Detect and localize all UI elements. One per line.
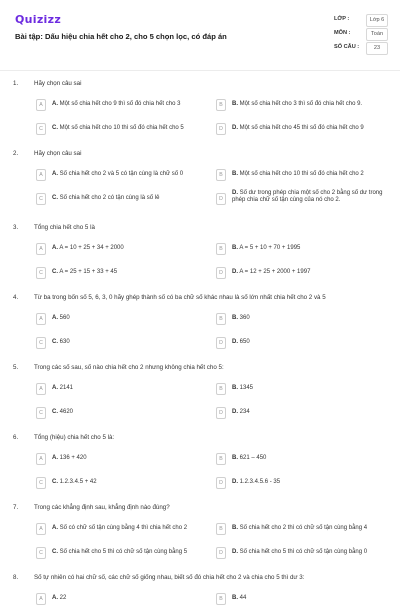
- option-body: 1.2.3.4.5.6 - 35: [239, 479, 281, 485]
- question-text: Từ ba trong bốn số 5, 6, 3, 0 hãy ghép thành số có ba chữ số khác nhau là số lớn nhất chia hết cho 2 và 5: [34, 294, 326, 301]
- option-prefix: B.: [232, 315, 238, 321]
- question-number: 3.: [13, 224, 19, 231]
- option-prefix: A.: [52, 101, 58, 107]
- option-text: [232, 339, 250, 345]
- option-text: [52, 549, 187, 555]
- option-prefix: D.: [232, 269, 238, 275]
- option-letter-box[interactable]: B: [216, 383, 226, 395]
- option-letter-box[interactable]: B: [216, 99, 226, 111]
- question-number: 1.: [13, 80, 19, 87]
- option-body: Số chia hết cho 5 thì có chữ số tận cùng bằng 0: [239, 549, 368, 555]
- option-body: 1345: [239, 385, 254, 391]
- option-body: A = 25 + 15 + 33 + 45: [59, 269, 118, 275]
- header-divider: [0, 70, 400, 71]
- option-body: 1.2.3.4.5 + 42: [59, 479, 97, 485]
- option-text: [52, 315, 70, 321]
- option-text: [232, 245, 300, 251]
- option-prefix: A.: [52, 595, 58, 601]
- meta-row-subject: [330, 27, 390, 41]
- option-prefix: B.: [232, 245, 238, 251]
- question-text: Trong các số sau, số nào chia hết cho 2 nhưng không chia hết cho 5:: [34, 364, 224, 371]
- option-text: [52, 595, 66, 601]
- question-text: Hãy chọn câu sai: [34, 80, 82, 87]
- option-text: [232, 315, 250, 321]
- option-text: [232, 595, 246, 601]
- option-prefix: C.: [52, 339, 58, 345]
- meta-value: Toán: [366, 28, 388, 41]
- option-prefix: B.: [232, 101, 238, 107]
- question-number: 7.: [13, 504, 19, 511]
- option-text: [232, 385, 253, 391]
- question-text: Tổng chia hết cho 5 là: [34, 224, 95, 231]
- option-text: [232, 479, 280, 485]
- option-text: [52, 479, 97, 485]
- option-letter-box[interactable]: B: [216, 523, 226, 535]
- option-prefix: D.: [232, 549, 238, 555]
- worksheet-header: [0, 0, 400, 70]
- option-text: [232, 269, 310, 275]
- option-prefix: C.: [52, 549, 58, 555]
- option-body: 234: [239, 409, 250, 415]
- question-number: 2.: [13, 150, 19, 157]
- option-body: Số chia hết cho 2 thì có chữ số tận cùng bằng 4: [239, 525, 368, 531]
- option-body: 630: [59, 339, 70, 345]
- option-body: A = 10 + 25 + 34 + 2000: [59, 245, 124, 251]
- option-letter-box[interactable]: A: [36, 593, 46, 605]
- option-body: Một số chia hết cho 45 thì số đó chia hết cho 9: [239, 125, 364, 131]
- option-letter-box[interactable]: C: [36, 123, 46, 135]
- option-letter-box[interactable]: B: [216, 313, 226, 325]
- option-body: Số có chữ số tận cùng bằng 4 thì chia hết cho 2: [59, 525, 188, 531]
- option-letter-box[interactable]: D: [216, 123, 226, 135]
- option-letter-box[interactable]: D: [216, 477, 226, 489]
- option-body: 650: [239, 339, 250, 345]
- question-number: 6.: [13, 434, 19, 441]
- meta-label: LỚP :: [334, 16, 350, 22]
- option-letter-box[interactable]: C: [36, 337, 46, 349]
- option-letter-box[interactable]: B: [216, 169, 226, 181]
- option-text: [52, 125, 184, 131]
- option-body: 560: [59, 315, 70, 321]
- option-letter-box[interactable]: C: [36, 193, 46, 205]
- option-text: [232, 125, 364, 131]
- meta-value: Lớp 6: [366, 14, 388, 27]
- option-body: Số chia hết cho 5 thì có chữ số tận cùng bằng 5: [59, 549, 188, 555]
- question-number: 8.: [13, 574, 19, 581]
- question-number: 5.: [13, 364, 19, 371]
- question-number: 4.: [13, 294, 19, 301]
- option-prefix: C.: [52, 409, 58, 415]
- option-text: [232, 190, 397, 205]
- option-text: [232, 455, 266, 461]
- option-body: 621 – 450: [239, 455, 267, 461]
- meta-value: 23: [366, 42, 388, 55]
- option-prefix: C.: [52, 125, 58, 131]
- question-text: Tổng (hiệu) chia hết cho 5 là:: [34, 434, 115, 441]
- option-text: [232, 101, 362, 107]
- option-prefix: B.: [232, 595, 238, 601]
- option-prefix: A.: [52, 525, 58, 531]
- option-body: Số chia hết cho 2 và 5 có tận cùng là chữ số 0: [59, 171, 184, 177]
- option-letter-box[interactable]: B: [216, 453, 226, 465]
- option-prefix: A.: [52, 455, 58, 461]
- option-text: [52, 101, 180, 107]
- option-prefix: C.: [52, 479, 58, 485]
- option-body: A = 5 + 10 + 70 + 1995: [239, 245, 301, 251]
- option-text: [232, 525, 367, 531]
- option-text: [52, 195, 159, 201]
- question-text: Trong các khẳng định sau, khẳng định nào đúng?: [34, 504, 170, 511]
- option-prefix: D.: [232, 339, 238, 345]
- option-letter-box[interactable]: C: [36, 407, 46, 419]
- option-prefix: D.: [232, 479, 238, 485]
- option-body: 136 + 420: [59, 455, 87, 461]
- option-body: Số chia hết cho 2 có tận cùng là số lẻ: [59, 195, 160, 201]
- option-body: A = 12 + 25 + 2000 + 1997: [239, 269, 311, 275]
- option-text: [52, 171, 183, 177]
- meta-row-class: [330, 13, 390, 27]
- option-letter-box[interactable]: B: [216, 243, 226, 255]
- option-letter-box[interactable]: A: [36, 313, 46, 325]
- worksheet-title: Bài tập: Dấu hiệu chia hết cho 2, cho 5 chọn lọc, có đáp án: [15, 32, 227, 41]
- option-letter-box[interactable]: C: [36, 547, 46, 559]
- option-text: [232, 171, 364, 177]
- question-text: Số tự nhiên có hai chữ số, các chữ số giống nhau, biết số đó chia hết cho 2 và chia cho 5 thì dư 3:: [34, 574, 305, 581]
- option-text: [52, 525, 187, 531]
- option-prefix: A.: [52, 171, 58, 177]
- option-text: [52, 385, 73, 391]
- option-prefix: D.: [232, 190, 238, 196]
- option-text: [232, 409, 250, 415]
- option-prefix: C.: [52, 269, 58, 275]
- option-prefix: A.: [52, 385, 58, 391]
- option-body: Một số chia hết cho 3 thì số đó chia hết cho 9.: [239, 101, 363, 107]
- option-letter-box[interactable]: D: [216, 193, 226, 205]
- meta-label: SỐ CÂU :: [334, 44, 360, 50]
- option-letter-box[interactable]: D: [216, 547, 226, 559]
- option-letter-box[interactable]: D: [216, 337, 226, 349]
- quizizz-logo: Quizizz: [15, 13, 62, 26]
- option-letter-box[interactable]: B: [216, 593, 226, 605]
- option-body: 22: [59, 595, 67, 601]
- question-text: Hãy chọn câu sai: [34, 150, 82, 157]
- option-prefix: A.: [52, 315, 58, 321]
- option-body: Một số chia hết cho 10 thì số đó chia hết cho 5: [59, 125, 184, 131]
- option-letter-box[interactable]: A: [36, 453, 46, 465]
- option-body: 360: [239, 315, 250, 321]
- option-prefix: C.: [52, 195, 58, 201]
- option-text: [232, 549, 367, 555]
- option-text: [52, 245, 124, 251]
- option-letter-box[interactable]: A: [36, 523, 46, 535]
- option-letter-box[interactable]: D: [216, 267, 226, 279]
- option-body: 2141: [59, 385, 74, 391]
- option-prefix: D.: [232, 409, 238, 415]
- option-prefix: B.: [232, 525, 238, 531]
- option-letter-box[interactable]: D: [216, 407, 226, 419]
- option-prefix: B.: [232, 455, 238, 461]
- option-text: [52, 339, 70, 345]
- option-text: [52, 455, 87, 461]
- option-letter-box[interactable]: A: [36, 243, 46, 255]
- option-body: 4620: [59, 409, 74, 415]
- option-prefix: A.: [52, 245, 58, 251]
- option-body: Một số chia hết cho 10 thì số đó chia hết cho 2: [239, 171, 364, 177]
- option-letter-box[interactable]: A: [36, 99, 46, 111]
- option-letter-box[interactable]: A: [36, 383, 46, 395]
- option-prefix: B.: [232, 385, 238, 391]
- option-body: 44: [239, 595, 247, 601]
- option-prefix: D.: [232, 125, 238, 131]
- worksheet-meta: [330, 13, 390, 55]
- option-letter-box[interactable]: C: [36, 267, 46, 279]
- meta-label: MÔN :: [334, 30, 351, 36]
- option-text: [52, 409, 73, 415]
- option-prefix: B.: [232, 171, 238, 177]
- meta-row-question-count: [330, 41, 390, 55]
- option-letter-box[interactable]: A: [36, 169, 46, 181]
- option-body: Một số chia hết cho 9 thì số đó chia hết cho 3: [59, 101, 181, 107]
- option-letter-box[interactable]: C: [36, 477, 46, 489]
- option-body: Số dư trong phép chia một số cho 2 bằng số dư trong phép chia chữ số tận cùng của nó cho 2.: [232, 190, 383, 204]
- option-text: [52, 269, 117, 275]
